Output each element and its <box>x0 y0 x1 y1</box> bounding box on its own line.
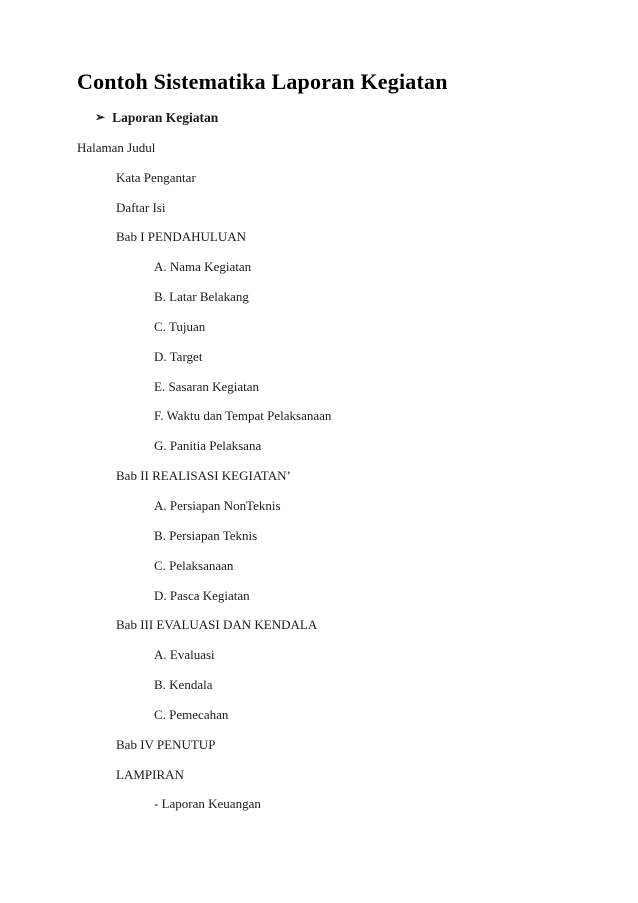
outline-item: LAMPIRAN <box>116 766 184 782</box>
outline-item: - Laporan Keuangan <box>154 796 261 812</box>
outline-item: Kata Pengantar <box>116 169 196 185</box>
outline-item: C. Tujuan <box>154 318 206 334</box>
outline-item: Bab I PENDAHULUAN <box>116 229 246 245</box>
outline-item: Halaman Judul <box>77 139 156 155</box>
outline-item: D. Target <box>154 348 203 364</box>
arrowhead-bullet-icon: ➢ <box>95 110 106 124</box>
outline-item: A. Nama Kegiatan <box>154 259 252 275</box>
outline-item: D. Pasca Kegiatan <box>154 587 250 603</box>
outline-item: Bab II REALISASI KEGIATAN’ <box>116 468 291 484</box>
outline-item: E. Sasaran Kegiatan <box>154 378 260 394</box>
bullet-item-label: Laporan Kegiatan <box>112 110 219 125</box>
page-title: Contoh Sistematika Laporan Kegiatan <box>77 69 448 94</box>
outline-item: B. Kendala <box>154 677 213 693</box>
outline-item: Daftar Isi <box>116 199 166 215</box>
outline-item: G. Panitia Pelaksana <box>154 438 262 454</box>
outline-item: F. Waktu dan Tempat Pelaksanaan <box>154 408 332 424</box>
outline-item: Bab III EVALUASI DAN KENDALA <box>116 617 318 633</box>
outline-item: Bab IV PENUTUP <box>116 736 216 752</box>
outline-item: A. Persiapan NonTeknis <box>154 497 281 513</box>
bullet-item-laporan-kegiatan <box>95 103 622 133</box>
outline-item: B. Persiapan Teknis <box>154 527 258 543</box>
document-content <box>77 70 622 819</box>
outline-item: A. Evaluasi <box>154 647 215 663</box>
outline-item: C. Pelaksanaan <box>154 557 234 573</box>
outline-item: B. Latar Belakang <box>154 289 249 305</box>
outline-item: C. Pemecahan <box>154 706 229 722</box>
